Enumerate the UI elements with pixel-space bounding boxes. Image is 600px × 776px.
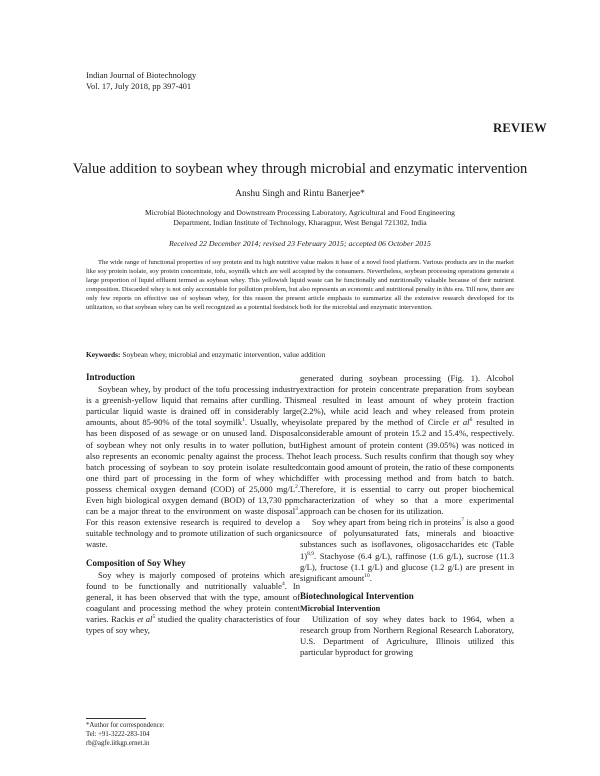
text-run: . In general, it has been observed that with the type, amount of coagulant and processing method the whey protein content varies. Rackis [86,580,300,624]
text-run: studied the quality characteristics of four types of soy whey, [86,613,300,636]
citation-ref: 3 [295,506,298,513]
citation-ref: 6 [469,417,473,424]
citation-ref: 10 [364,572,370,579]
continuation-paragraph [300,373,514,517]
text-run: . Stachyose (6.4 g/L), raffinose (1.6 g/L), sucrose (11.3 g/L), fructose (1.1 g/L) and glucose (1.2 g/L) are present in significant amount [300,550,514,583]
text-run: generated during soybean processing (Fig. 1). Alcohol extraction for protein concentrate preparation from soybean meal resulted in least amount of whey protein fraction (2.2%), while acid leach and whey released from protein isolate prepared by the method of Circle [300,373,514,428]
footnote-phone: Tel: +91-3222-283-104 [86,731,150,739]
journal-issue: Vol. 17, July 2018, pp 397-401 [86,81,192,91]
affiliation-line-2: Department, Indian Institute of Technology, Kharagpur, West Bengal 721302, India [173,218,427,227]
biotech-heading: Biotechnological Intervention [300,590,414,601]
footnote [86,721,165,748]
left-column [86,372,300,636]
text-run: Soybean whey, by product of the tofu processing industry is a greenish-yellow liquid that remains after curdling. This particular liquid waste is drained off in considerably large amounts, about 85-90% of the total soymilk [86,384,300,428]
text-run: . For this reason extensive research is required to develop a suitable technology and to promote utilization of such organic waste. [86,506,300,550]
text-run: Soy whey is majorly composed of proteins which are found to be functionally and nutritionally valuable [86,569,300,591]
citation-ref: 2 [295,484,298,491]
microbial-paragraph: Utilization of soy whey dates back to 1964, when a research group from Northern Regional Research Laboratory, U.S. Department of Agriculture, Illinois utilized this particular byproduct for growing [300,613,514,658]
composition-heading: Composition of Soy Whey [86,557,186,568]
citation-ref: 8,9 [307,550,315,557]
introduction-heading: Introduction [86,372,135,382]
et-al: et al [137,613,153,624]
affiliation [110,208,490,228]
introduction-paragraph [86,384,300,550]
section-label: REVIEW [493,121,547,135]
keywords-label: Keywords: [86,350,121,359]
journal-header [86,70,196,92]
text-run: Soy whey apart from being rich in proteins [312,517,462,528]
submission-dates: Received 22 December 2014; revised 23 February 2015; accepted 06 October 2015 [169,239,431,248]
text-run: . Even high biological oxygen demand (BOD) of 13,730 ppm can be a major threat to the environment on waste disposal [86,483,300,517]
citation-ref: 1 [242,417,245,424]
abstract: The wide range of functional properties of soy protein and its high nutritive value makes it base of a novel food platform. Various products are in the market like soy protein isolate, soy protein concentrate, tofu, soymilk which are well accepted by the consumers. Nevertheless, soybean processing operations generate a large proportion of liquid effluent termed as soybean whey. This yellowish liquid waste can be functionally and nutritionally valuable because of their nutrient composition. Discarded whey is not only accountable for pollution problem, but also represents an economic and nutritional penalty in this era. Till now, there are only few reports on effective use of soybean whey, for this reason the present article emphasis to summarize all the extensive research developed for its utilization, so that soybean whey can be well recognized as a potential feedstock both for the microbial and enzymatic intervention. [86,259,514,312]
keywords-text: Soybean whey, microbial and enzymatic intervention, value addition [122,350,326,359]
authors: Anshu Singh and Rintu Banerjee* [235,189,365,199]
paper-title: Value addition to soybean whey through microbial and enzymatic intervention [72,161,528,177]
nutrient-paragraph [300,517,514,584]
citation-ref: 4 [282,580,285,587]
et-al: et al [452,417,470,428]
microbial-heading: Microbial Intervention [300,603,381,613]
text-run: is also a good source of polyunsaturated fats, minerals and bioactive substances such as isoflavones, oligosaccharides etc (Table 1) [300,517,515,561]
text-run: . Usually, whey has been disposed of as sewage or on unused land. Disposal of soybean whey not only results in to water pollution, but also represents an economic penalty against the process. The batch processing of soybean to soy protein isolate resulted one third part of processing in the form of whey which possess chemical oxygen demand (COD) of 25,000 mg/L [86,417,300,494]
keywords [86,350,514,359]
composition-paragraph [86,570,300,637]
journal-name: Indian Journal of Biotechnology [86,70,197,80]
right-column [300,373,514,658]
text-run: . [369,572,372,583]
citation-ref: 5 [152,614,156,621]
affiliation-line-1: Microbial Biotechnology and Downstream Processing Laboratory, Agricultural and Food Engineering [145,208,455,217]
citation-ref: 7 [461,517,464,524]
footnote-email: rb@agfe.iitkgp.ernet.in [86,740,150,748]
footnote-rule [86,718,146,719]
footnote-correspondence: *Author for correspondence: [86,722,165,729]
text-run: resulted in considerable amount of protein 15.2 and 15.4%, respectively. Highest amount of protein content (39.05%) was noticed in hot leach process. Such results confirm that though soy whey contain good amount of protein, the ratio of these components differ with processing method and from batch to batch. Therefore, it is essential to carry out proper biochemical characterization of whey so that a more experimental approach can be chosen for its utilization. [300,417,514,517]
